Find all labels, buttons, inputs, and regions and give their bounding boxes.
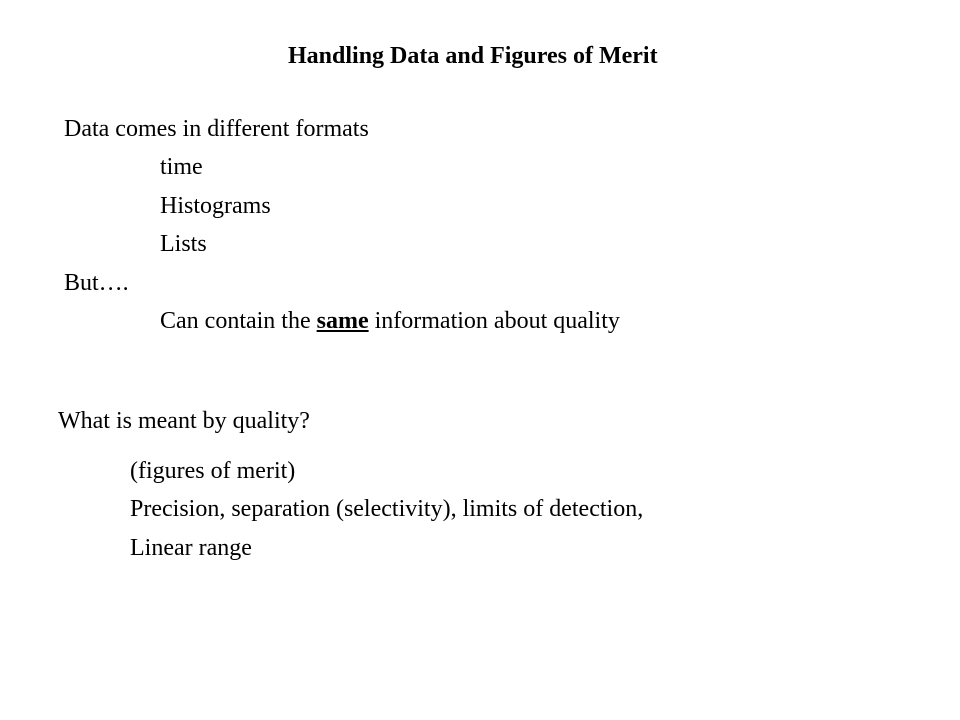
quality-note [160,309,620,333]
but-label: But…. [64,270,129,296]
slide-title: Handling Data and Figures of Merit [288,43,658,69]
quality-note-emphasis: same [316,308,369,334]
format-item-lists: Lists [160,231,207,257]
quality-question: What is meant by quality? [58,408,310,434]
figures-of-merit-label: (figures of merit) [130,458,296,484]
quality-note-prefix: Can contain the [160,308,317,334]
figures-of-merit-linear-range: Linear range [130,535,252,561]
format-item-histograms: Histograms [160,193,271,219]
figures-of-merit-list: Precision, separation (selectivity), limits of detection, [130,496,644,522]
quality-note-suffix: information about quality [368,308,620,334]
formats-heading: Data comes in different formats [64,116,369,142]
format-item-time: time [160,154,203,180]
